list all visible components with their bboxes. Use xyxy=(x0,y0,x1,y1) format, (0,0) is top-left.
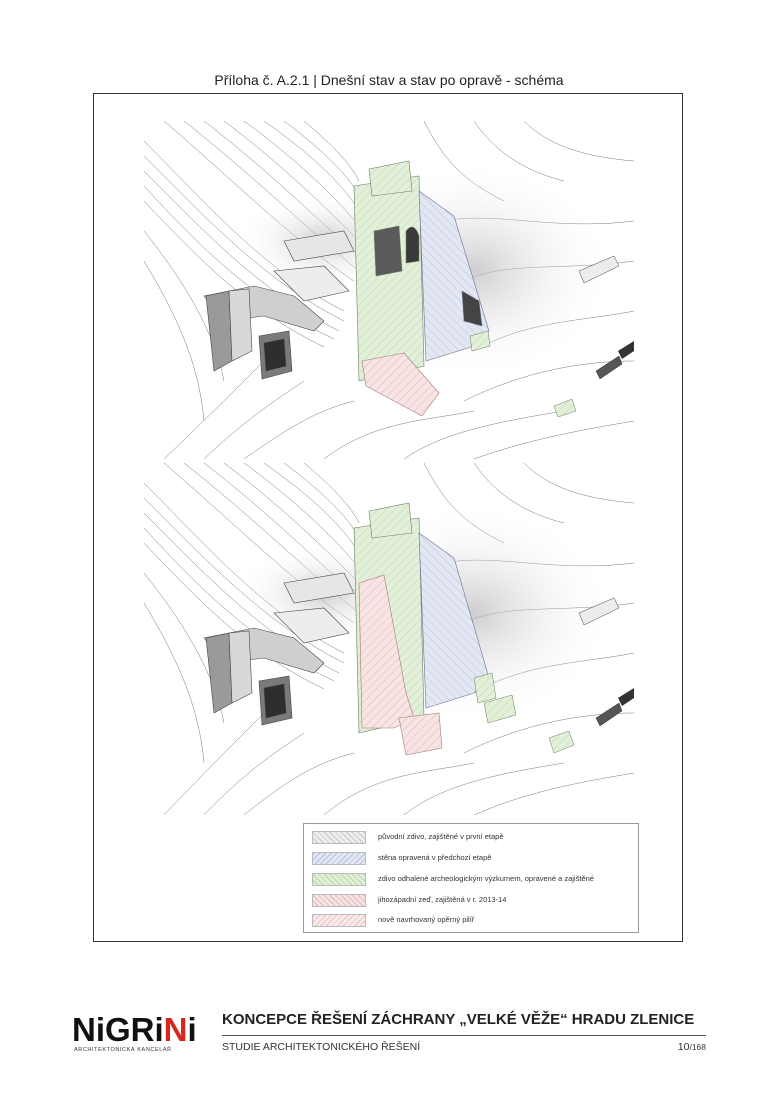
legend xyxy=(303,823,639,933)
axonometric-drawing-current xyxy=(144,121,634,459)
legend-swatch-green xyxy=(312,873,366,886)
page-title: Příloha č. A.2.1 | Dnešní stav a stav po opravě - schéma xyxy=(214,72,564,88)
legend-item-archaeological-masonry xyxy=(312,873,632,887)
axonometric-drawing-after-repair xyxy=(144,463,634,815)
company-logo xyxy=(72,1012,202,1062)
legend-item-original-masonry xyxy=(312,831,632,845)
document-title: KONCEPCE ŘEŠENÍ ZÁCHRANY „VELKÉ VĚŽE“ HRADU ZLENICE xyxy=(222,1011,695,1028)
legend-label: nově navrhovaný opěrný pilíř xyxy=(378,915,475,924)
legend-swatch-red xyxy=(312,894,366,907)
drawing-current-state xyxy=(144,121,634,459)
legend-item-new-pillar xyxy=(312,914,632,928)
legend-swatch-pink xyxy=(312,914,366,927)
legend-label: jihozápadní zeď, zajištěná v r. 2013-14 xyxy=(378,895,507,904)
footer-divider xyxy=(222,1035,706,1036)
logo-wordmark: NiGRiNi xyxy=(72,1011,197,1048)
drawing-after-repair xyxy=(144,463,634,815)
legend-item-repaired-wall xyxy=(312,852,632,866)
legend-label: zdivo odhalené archeologickým výzkumem, opravené a zajištěné xyxy=(378,874,594,883)
logo-subtitle: ARCHITEKTONICKÁ KANCELÁŘ xyxy=(74,1047,172,1053)
legend-label: původní zdivo, zajištěné v první etapě xyxy=(378,832,504,841)
legend-swatch-blue xyxy=(312,852,366,865)
legend-item-southwest-wall xyxy=(312,894,632,908)
legend-label: stěna opravená v předchozí etapě xyxy=(378,853,492,862)
page-number: 10/168 xyxy=(677,1041,706,1053)
document-subtitle: STUDIE ARCHITEKTONICKÉHO ŘEŠENÍ xyxy=(222,1041,421,1053)
legend-swatch-grey xyxy=(312,831,366,844)
